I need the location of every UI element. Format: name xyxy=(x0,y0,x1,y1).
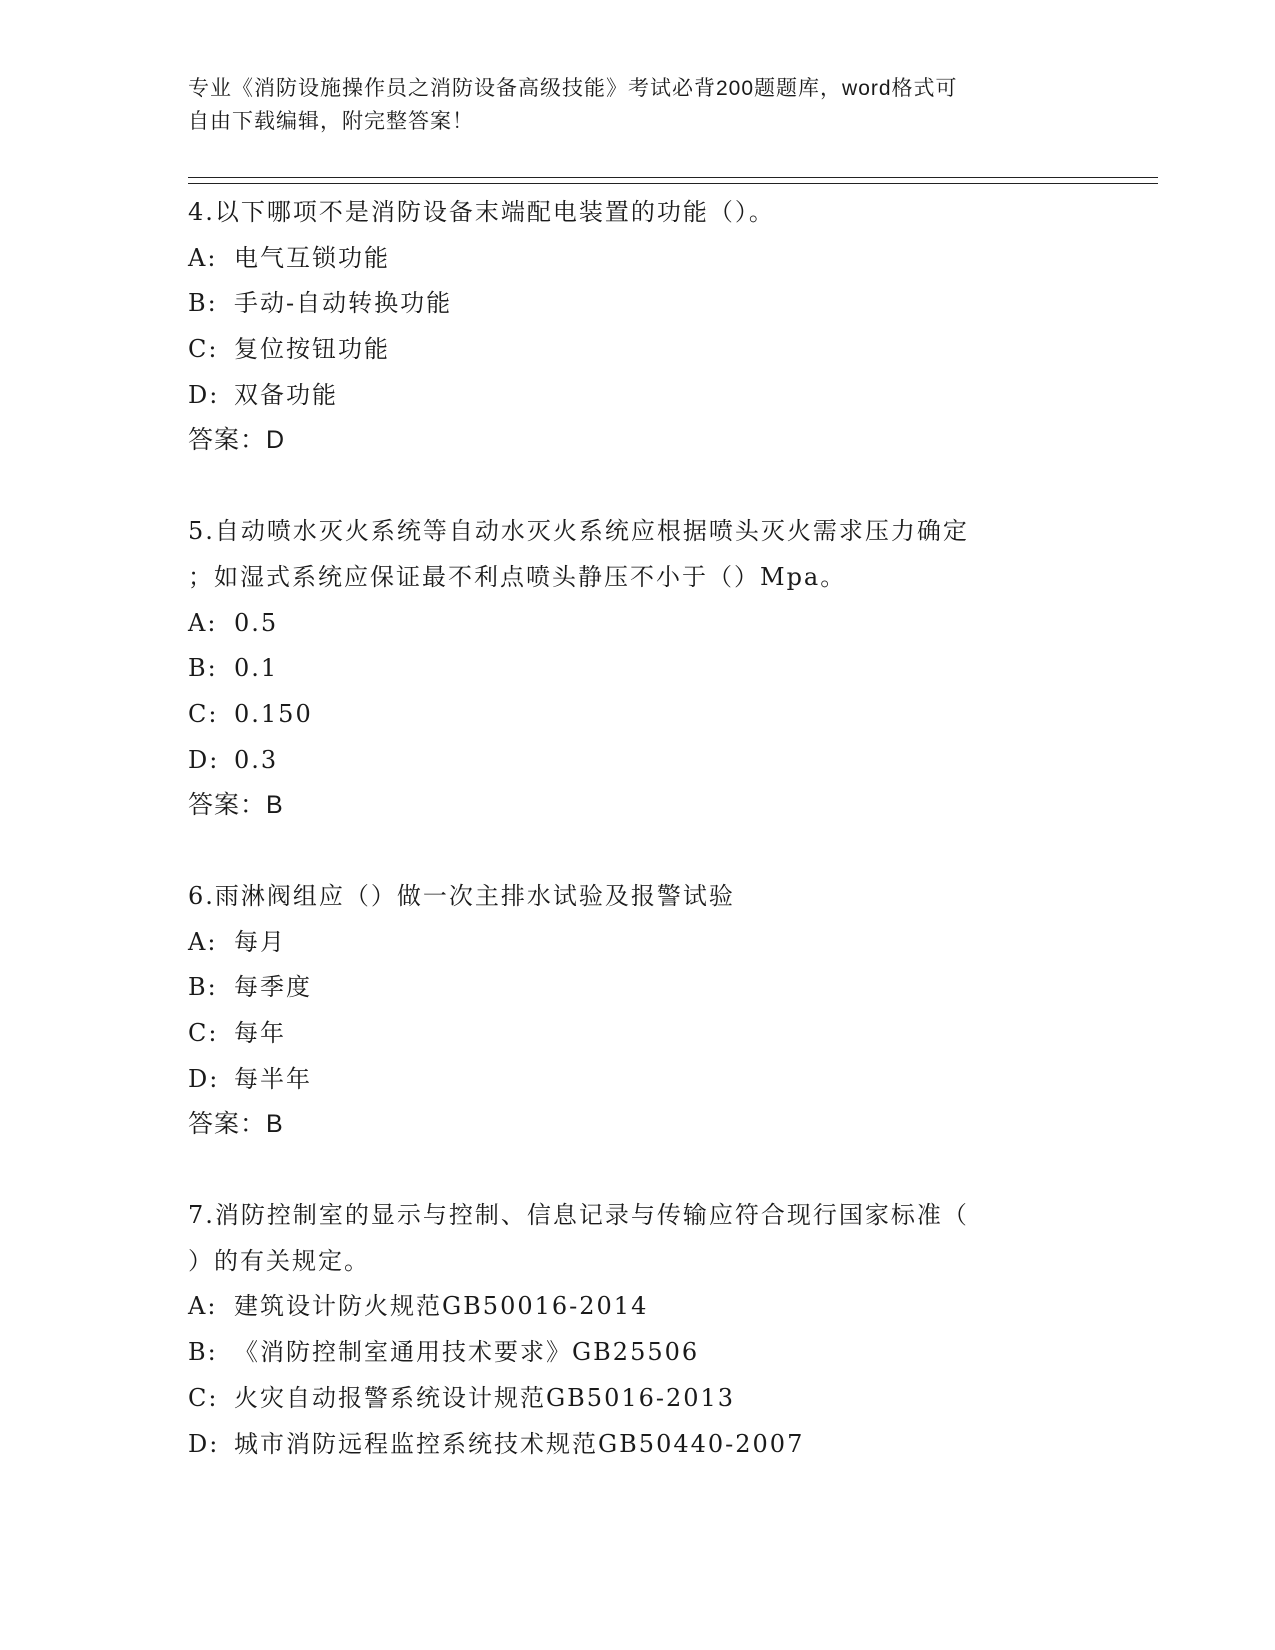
option-text: 0.1 xyxy=(234,654,279,683)
answer-option xyxy=(188,327,1088,373)
option-text: 每月 xyxy=(234,927,286,956)
option-letter: C: xyxy=(188,699,219,728)
answer-option xyxy=(188,1376,1088,1422)
option-letter: B: xyxy=(188,654,218,683)
answer-key: 答案：B xyxy=(188,791,284,820)
question-stem: ）的有关规定。 xyxy=(188,1246,370,1275)
option-letter: C: xyxy=(188,335,219,364)
answer-option xyxy=(188,281,1088,327)
header-line-2: 自由下载编辑，附完整答案！ xyxy=(188,110,474,133)
option-text: 0.5 xyxy=(234,608,279,637)
option-text: 每年 xyxy=(234,1019,286,1047)
question-block xyxy=(188,1193,1088,1467)
option-text: 建筑设计防火规范GB50016-2014 xyxy=(234,1292,649,1321)
answer-option xyxy=(188,1330,1088,1376)
answer-option xyxy=(188,1284,1088,1330)
answer-option xyxy=(188,1057,1088,1103)
option-text: 复位按钮功能 xyxy=(234,335,390,364)
option-letter: A: xyxy=(188,243,218,272)
option-letter: B: xyxy=(188,1338,218,1367)
option-letter: A: xyxy=(188,927,218,956)
option-letter: D: xyxy=(188,1429,220,1458)
answer-key: 答案：B xyxy=(188,1110,284,1139)
question-stem: ；如湿式系统应保证最不利点喷头静压不小于（）Mpa。 xyxy=(188,562,847,591)
option-letter: A: xyxy=(188,1292,218,1321)
answer-option xyxy=(188,1011,1088,1057)
answer-option xyxy=(188,920,1088,966)
option-letter: D: xyxy=(188,1064,220,1093)
question-stem: 6.雨淋阀组应（）做一次主排水试验及报警试验 xyxy=(188,881,735,910)
question-stem: 4.以下哪项不是消防设备末端配电装置的功能（）。 xyxy=(188,198,775,226)
question-list xyxy=(188,190,1088,1512)
option-text: 《消防控制室通用技术要求》GB25506 xyxy=(234,1338,700,1367)
option-text: 每半年 xyxy=(234,1064,312,1093)
question-block xyxy=(188,509,1088,829)
option-text: 火灾自动报警系统设计规范GB5016-2013 xyxy=(234,1383,736,1412)
answer-option xyxy=(188,373,1088,419)
answer-option xyxy=(188,601,1088,647)
header-divider-bottom xyxy=(188,183,1158,184)
option-letter: B: xyxy=(188,973,218,1002)
answer-option xyxy=(188,965,1088,1011)
answer-option xyxy=(188,646,1088,692)
answer-option xyxy=(188,692,1088,738)
option-letter: C: xyxy=(188,1019,219,1047)
option-text: 0.150 xyxy=(234,699,313,728)
option-letter: B: xyxy=(188,289,218,318)
option-letter: A: xyxy=(188,608,218,637)
option-letter: C: xyxy=(188,1383,219,1412)
option-text: 城市消防远程监控系统技术规范GB50440-2007 xyxy=(234,1429,805,1458)
option-text: 0.3 xyxy=(234,745,279,774)
option-text: 电气互锁功能 xyxy=(234,243,390,272)
header-line-1: 专业《消防设施操作员之消防设备高级技能》考试必背200题题库，word格式可 xyxy=(188,77,958,100)
answer-option xyxy=(188,738,1088,784)
option-text: 双备功能 xyxy=(234,380,338,409)
question-stem: 5.自动喷水灭火系统等自动水灭火系统应根据喷头灭火需求压力确定 xyxy=(188,517,969,546)
option-letter: D: xyxy=(188,380,220,409)
answer-key: 答案：D xyxy=(188,426,286,455)
question-block xyxy=(188,874,1088,1148)
answer-option xyxy=(188,1422,1088,1468)
option-letter: D: xyxy=(188,745,220,774)
question-stem: 7.消防控制室的显示与控制、信息记录与传输应符合现行国家标准（ xyxy=(188,1201,969,1230)
question-block xyxy=(188,190,1088,464)
header-divider-top xyxy=(188,177,1158,178)
document-header xyxy=(188,72,1068,138)
option-text: 手动-自动转换功能 xyxy=(234,289,453,318)
option-text: 每季度 xyxy=(234,973,312,1002)
answer-option xyxy=(188,236,1088,282)
